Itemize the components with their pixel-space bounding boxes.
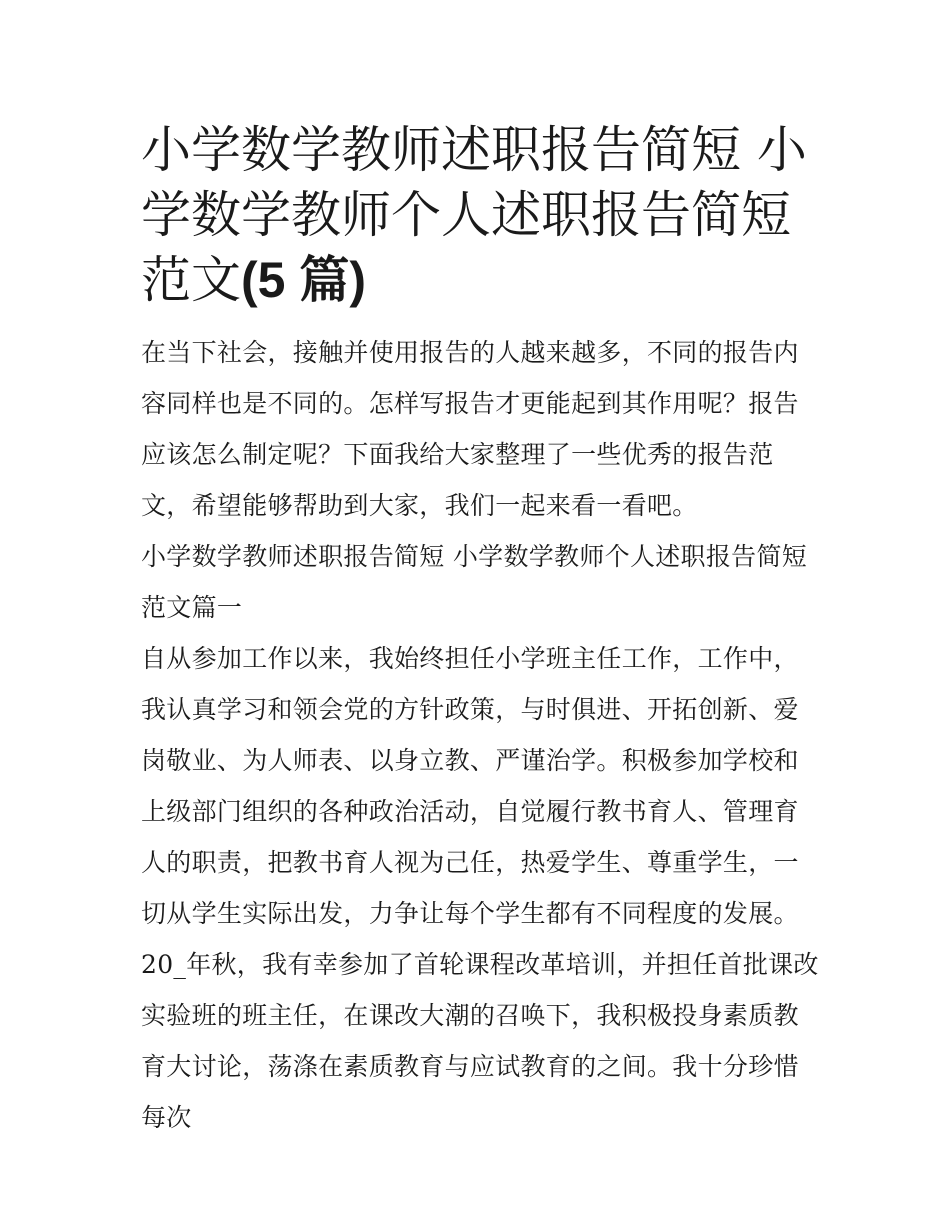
document-body <box>141 327 820 1143</box>
intro-paragraph: 在当下社会，接触并使用报告的人越来越多，不同的报告内容同样也是不同的。怎样写报告才更能起到其作用呢？报告应该怎么制定呢？下面我给大家整理了一些优秀的报告范文，希望能够帮助到大家，我们一起来看一看吧。 <box>141 338 799 520</box>
section-heading: 小学数学教师述职报告简短 小学数学教师个人述职报告简短范文篇一 <box>141 542 808 622</box>
body-paragraph: 20_年秋，我有幸参加了首轮课程改革培训，并担任首批课改实验班的班主任，在课改大潮的召唤下，我积极投身素质教育大讨论，荡涤在素质教育与应试教育的之间。我十分珍惜每次 <box>141 950 819 1132</box>
document-title-count: (5 篇) <box>241 252 366 308</box>
body-paragraph: 自从参加工作以来，我始终担任小学班主任工作，工作中，我认真学习和领会党的方针政策，与时俱进、开拓创新、爱岗敬业、为人师表、以身立教、严谨治学。积极参加学校和上级部门组织的各种政治活动，自觉履行教书育人、管理育人的职责，把教书育人视为己任，热爱学生、尊重学生，一切从学生实际出发，力争让每个学生都有不同程度的发展。 <box>141 644 799 928</box>
document-title-main: 小学数学教师述职报告简短 小学数学教师个人述职报告简短范文 <box>141 121 807 309</box>
document-title <box>141 118 820 313</box>
